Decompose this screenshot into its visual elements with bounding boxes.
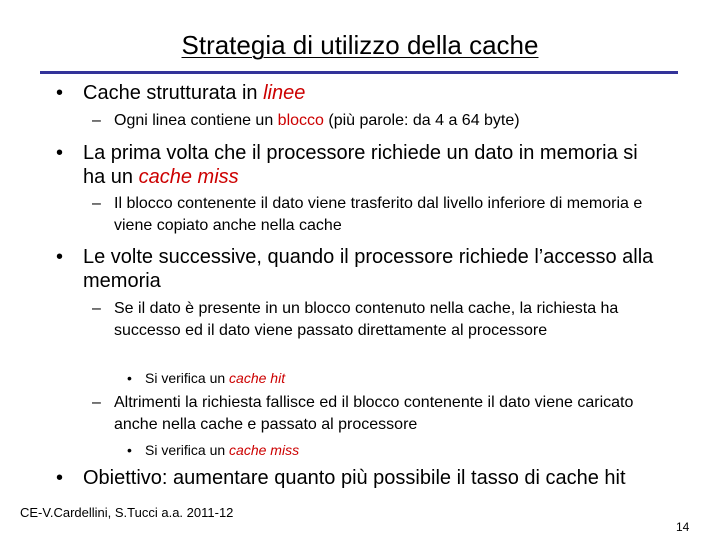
sub-bullet-miss-case: Altrimenti la richiesta fallisce ed il blocco contenente il dato viene caricato anche nella cache e passato al processore: [114, 394, 634, 433]
bullet-objective: Obiettivo: aumentare quanto più possibile il tasso di cache hit: [83, 467, 626, 489]
dash-marker: –: [92, 195, 101, 212]
bullet-marker: •: [56, 246, 64, 268]
title-underline-rule: [40, 71, 678, 74]
slide-title: Strategia di utilizzo della cache: [181, 30, 539, 60]
emphasis-cache-miss: cache miss: [138, 166, 239, 188]
dash-marker: –: [92, 394, 101, 411]
sub-text: (più parole: da 4 a 64 byte): [323, 112, 520, 129]
bullet-marker: •: [127, 370, 132, 386]
emphasis-cache-miss: cache miss: [229, 442, 300, 458]
bullet-marker: •: [127, 442, 132, 458]
bullet-text: La prima volta che il processore richiede un dato in memoria si ha un: [83, 142, 638, 188]
sub-bullet-transfer: Il blocco contenente il dato viene trasferito dal livello inferiore di memoria e viene copiato anche nella cache: [114, 195, 643, 234]
dash-marker: –: [92, 112, 101, 129]
dash-marker: –: [92, 300, 101, 317]
sub-sub-text: Si verifica un: [145, 442, 230, 458]
footer-credit: CE-V.Cardellini, S.Tucci a.a. 2011-12: [20, 505, 234, 520]
bullet-text: Cache strutturata in: [83, 82, 264, 104]
sub-text: Ogni linea contiene un: [114, 112, 278, 129]
page-number: 14: [676, 520, 690, 534]
bullet-marker: •: [56, 467, 64, 489]
bullet-cache-lines: [83, 81, 683, 105]
sub-bullet-hit-case: Se il dato è presente in un blocco contenuto nella cache, la richiesta ha successo ed il dato viene passato direttamente al processore: [114, 300, 619, 339]
sub-bullet-block: [114, 110, 674, 132]
sub-sub-text: Si verifica un: [145, 370, 230, 386]
bullet-marker: •: [56, 142, 64, 164]
emphasis-linee: linee: [263, 82, 306, 104]
emphasis-cache-hit: cache hit: [229, 370, 286, 386]
sub-sub-bullet-miss: [145, 441, 545, 459]
emphasis-blocco: blocco: [277, 112, 324, 129]
sub-sub-bullet-hit: [145, 369, 545, 387]
bullet-first-access: [83, 141, 658, 189]
bullet-marker: •: [56, 82, 64, 104]
bullet-subsequent-access: Le volte successive, quando il processore richiede l’accesso alla memoria: [83, 246, 654, 292]
